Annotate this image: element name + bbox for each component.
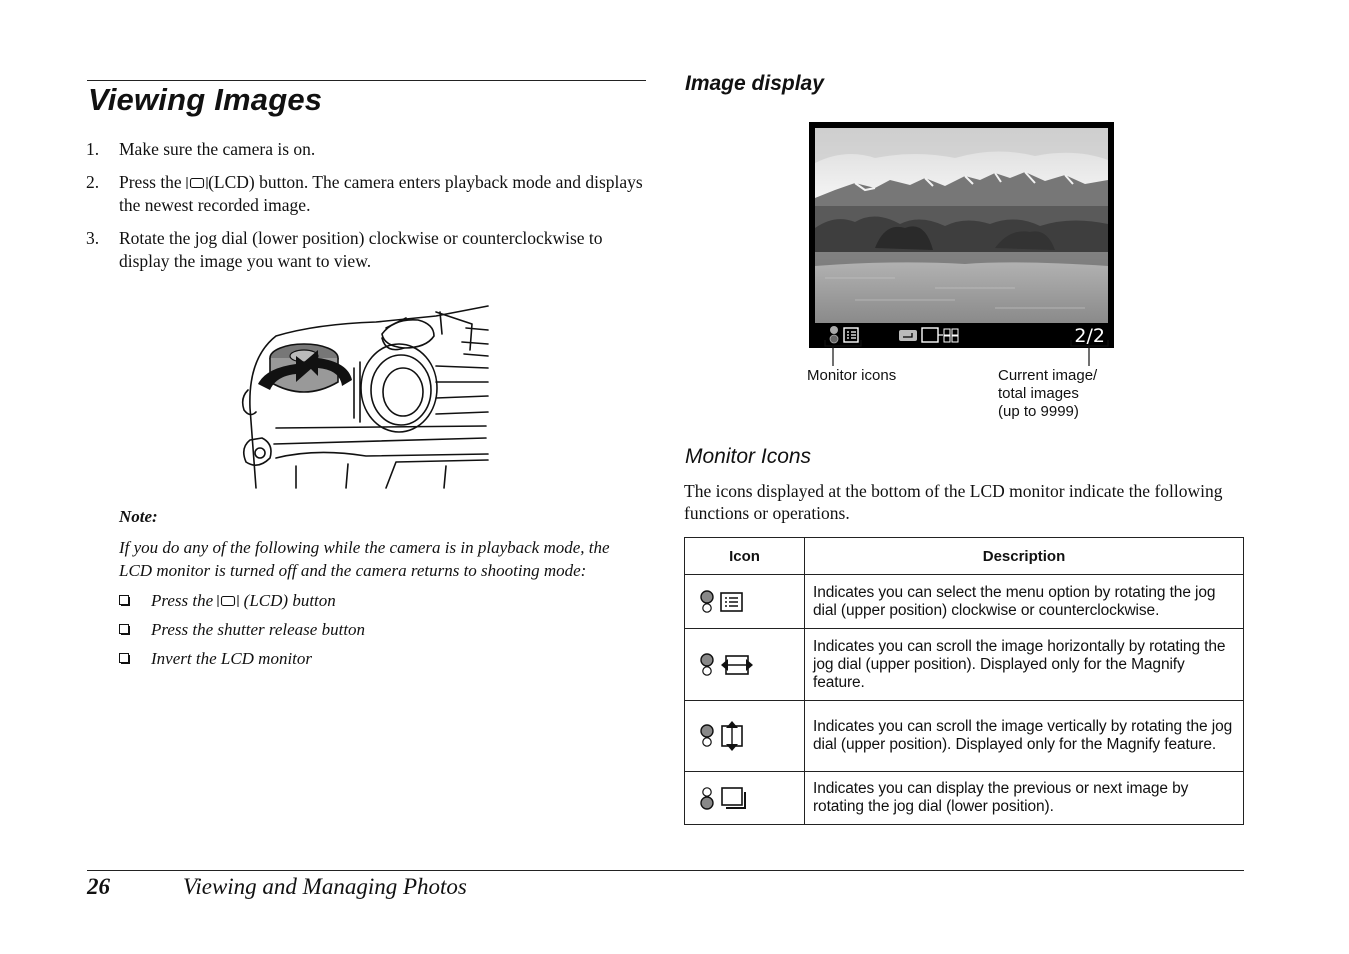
table-cell-icon: [685, 629, 805, 701]
step-1: [86, 138, 646, 161]
step-number: 3.: [86, 228, 100, 248]
step-text-after: (LCD) button. The camera enters playback mode and displays the newest recorded image.: [119, 172, 643, 215]
table-header-row: [685, 538, 1244, 575]
note-list: [119, 586, 644, 673]
landscape-photo: [815, 128, 1108, 323]
image-navigation-icon: [720, 786, 748, 810]
table-cell-icon: [685, 575, 805, 629]
table-cell-description: Indicates you can select the menu option by rotating the jog dial (upper position) clockwise or counterclockwise.: [805, 575, 1244, 629]
lcd-button-icon: [217, 594, 239, 608]
checkbox-bullet-icon: [119, 624, 130, 635]
table-row: [685, 772, 1244, 825]
table-cell-description: Indicates you can scroll the image vertically by rotating the jog dial (upper position). Displayed only for the Magnify feature.: [805, 701, 1244, 772]
table-row: [685, 701, 1244, 772]
steps-list: [86, 138, 646, 283]
current-image-label-line: Current image/: [998, 367, 1098, 384]
upper-dial-icon: [699, 589, 715, 615]
note-item: [119, 615, 644, 644]
horizontal-scroll-icon: [720, 654, 754, 676]
camera-jog-dial-illustration: [236, 298, 490, 490]
monitor-icons-table: [684, 537, 1244, 825]
note-item-text: Press the shutter release button: [151, 620, 366, 639]
monitor-icons-heading: Monitor Icons: [685, 445, 812, 468]
checkbox-bullet-icon: [119, 595, 130, 606]
lcd-button-icon: [186, 176, 208, 190]
table-cell-description: Indicates you can display the previous or next image by rotating the jog dial (lower position).: [805, 772, 1244, 825]
image-counter: 2/2: [1074, 325, 1105, 347]
note-item: [119, 644, 644, 673]
step-text: Make sure the camera is on.: [119, 139, 316, 159]
upper-dial-icon: [699, 652, 715, 678]
page-number: 26: [87, 874, 110, 899]
monitor-icons-intro: The icons displayed at the bottom of the LCD monitor indicate the following functions or operations.: [684, 481, 1223, 523]
note-item-after: (LCD) button: [243, 591, 336, 610]
vertical-scroll-icon: [720, 720, 744, 752]
monitor-icons-label: Monitor icons: [807, 367, 897, 384]
lcd-screen-illustration: [809, 122, 1114, 348]
note-item: [119, 586, 644, 615]
table-row: [685, 629, 1244, 701]
table-cell-description: Indicates you can scroll the image horizontally by rotating the jog dial (upper position). Displayed only for the Magnify feature.: [805, 629, 1244, 701]
image-display-heading: Image display: [685, 72, 824, 95]
step-text: Rotate the jog dial (lower position) clockwise or counterclockwise to display the image you want to view.: [119, 228, 603, 271]
table-cell-icon: [685, 772, 805, 825]
note-text: If you do any of the following while the camera is in playback mode, the LCD monitor is turned off and the camera returns to shooting mode:: [119, 538, 610, 580]
footer-rule: [87, 870, 1244, 871]
table-cell-icon: [685, 701, 805, 772]
step-2: [86, 171, 646, 217]
note-label: Note:: [119, 507, 158, 526]
table-row: [685, 575, 1244, 629]
page-title: Viewing Images: [88, 82, 323, 117]
checkbox-bullet-icon: [119, 653, 130, 664]
title-rule: [87, 80, 646, 81]
note-item-text: Invert the LCD monitor: [151, 649, 313, 668]
table-header-description: Description: [805, 538, 1244, 575]
step-text-before: Press the: [119, 172, 182, 192]
current-image-label-line: total images: [998, 385, 1079, 402]
step-3: [86, 227, 646, 273]
step-number: 1.: [86, 139, 100, 159]
section-name: Viewing and Managing Photos: [183, 874, 467, 899]
current-image-label: [998, 367, 1138, 421]
upper-dial-icon: [699, 723, 715, 749]
table-header-icon: Icon: [685, 538, 805, 575]
current-image-label-line: (up to 9999): [998, 403, 1079, 420]
lower-dial-icon: [699, 785, 715, 811]
note-block: [119, 505, 644, 673]
note-item-before: Press the: [151, 591, 214, 610]
menu-select-icon: [720, 591, 744, 613]
step-number: 2.: [86, 172, 100, 192]
